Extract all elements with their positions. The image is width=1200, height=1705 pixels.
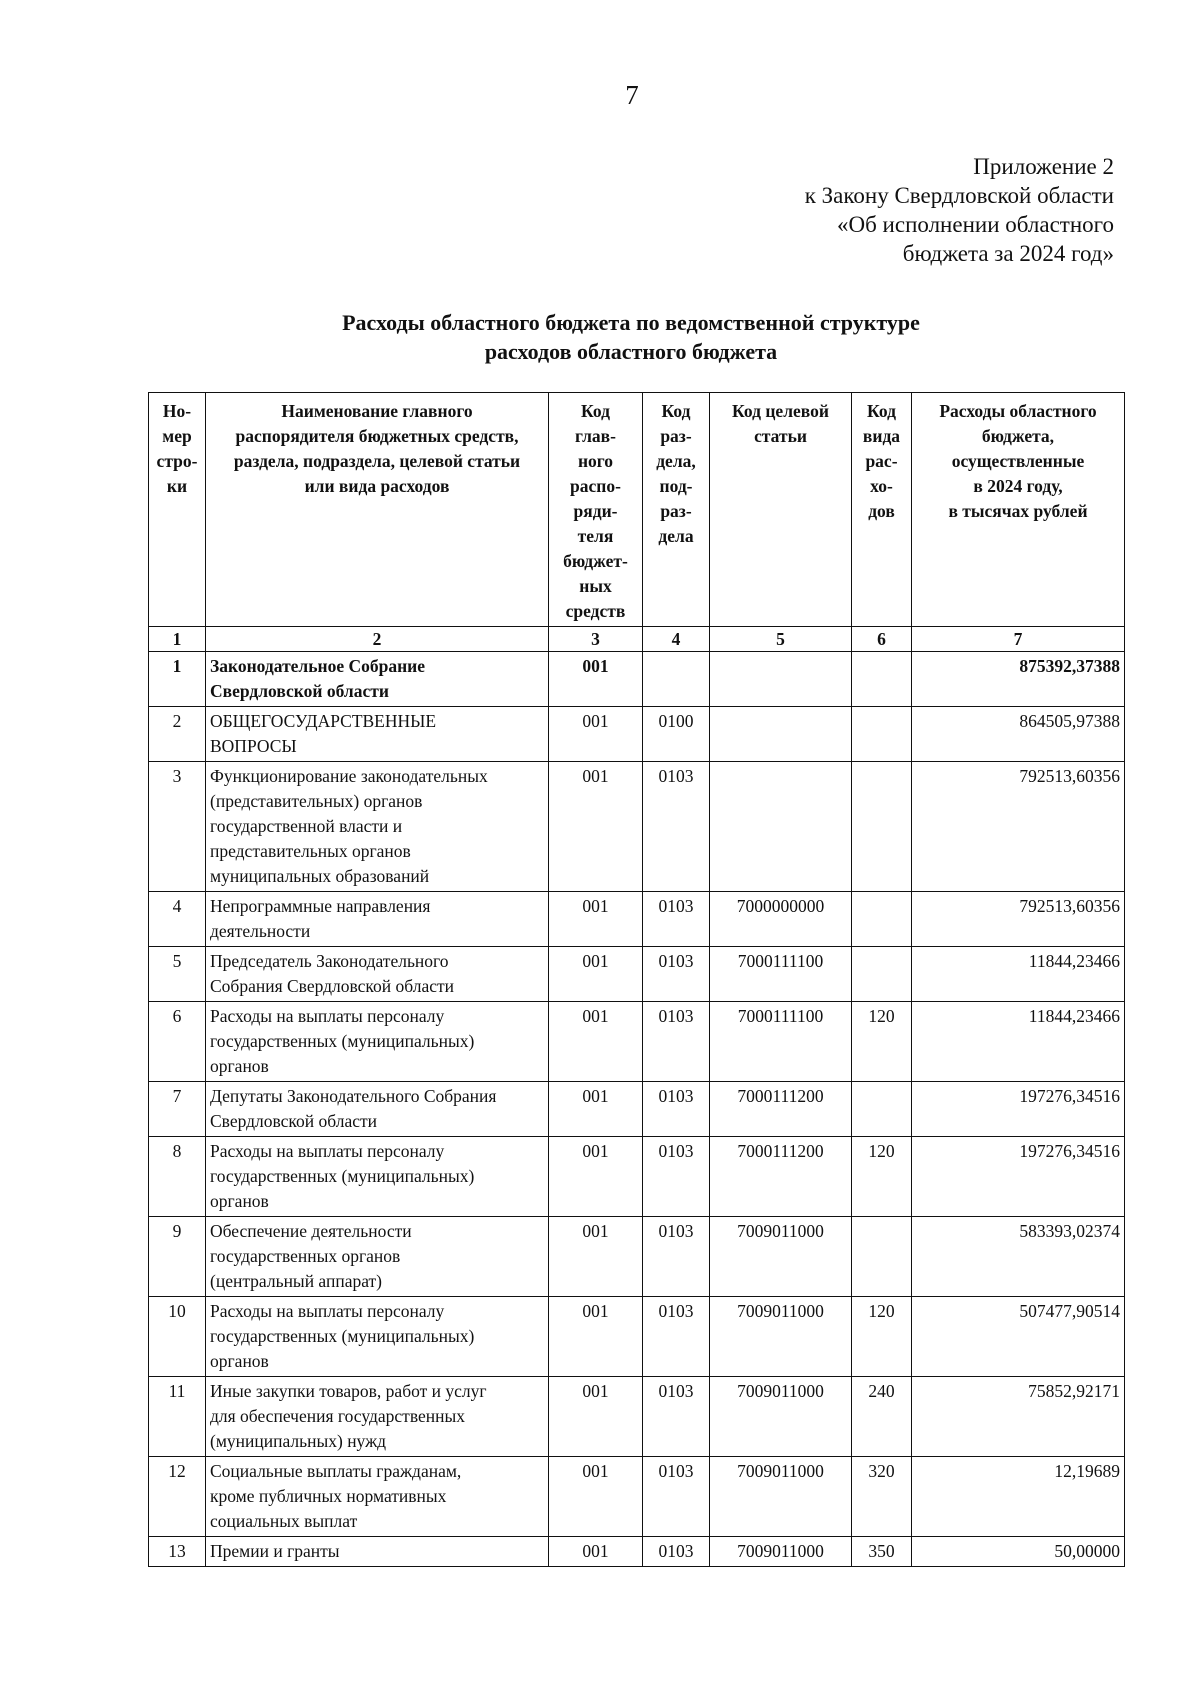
- manager-code: 001: [549, 707, 643, 762]
- amount: 864505,97388: [912, 707, 1125, 762]
- row-name-line: Расходы на выплаты персоналу: [210, 1006, 445, 1026]
- manager-code: 001: [549, 1457, 643, 1537]
- target-code: 7009011000: [710, 1537, 852, 1567]
- table-row: [149, 1002, 1125, 1082]
- expense-type-code: [852, 892, 912, 947]
- expense-type-code: [852, 707, 912, 762]
- row-name-line: органов: [210, 1056, 269, 1076]
- row-name-line: ОБЩЕГОСУДАРСТВЕННЫЕ: [210, 711, 437, 731]
- row-name-line: Депутаты Законодательного Собрания: [210, 1086, 497, 1106]
- expense-type-code: [852, 1082, 912, 1137]
- row-number: 3: [149, 762, 206, 892]
- column-number: 4: [643, 627, 710, 652]
- manager-code: 001: [549, 1377, 643, 1457]
- page-number: 7: [625, 80, 639, 110]
- amount: 12,19689: [912, 1457, 1125, 1537]
- row-name-line: (представительных) органов: [210, 791, 423, 811]
- row-number: 8: [149, 1137, 206, 1217]
- table-row: [149, 892, 1125, 947]
- section-code: 0100: [643, 707, 710, 762]
- section-code: 0103: [643, 1457, 710, 1537]
- row-name-line: (муниципальных) нужд: [210, 1431, 387, 1451]
- row-name: [206, 762, 549, 892]
- manager-code: 001: [549, 652, 643, 707]
- row-name-line: ВОПРОСЫ: [210, 736, 297, 756]
- table-row: [149, 1082, 1125, 1137]
- row-name-line: органов: [210, 1191, 269, 1211]
- expense-type-code: [852, 762, 912, 892]
- title-line: расходов областного бюджета: [484, 339, 778, 364]
- appendix-block: [805, 152, 1114, 268]
- row-name: [206, 1297, 549, 1377]
- header-manager-code: Код глав- ного распо- ряди- теля бюджет- ных средств: [549, 393, 643, 627]
- row-name-line: Законодательное Собрание: [210, 656, 426, 676]
- column-number: 7: [912, 627, 1125, 652]
- expense-type-code: [852, 947, 912, 1002]
- expense-type-code: 240: [852, 1377, 912, 1457]
- appendix-line: к Закону Свердловской области: [804, 183, 1114, 208]
- manager-code: 001: [549, 1082, 643, 1137]
- column-number: 6: [852, 627, 912, 652]
- row-name-line: государственной власти и: [210, 816, 403, 836]
- row-name-line: муниципальных образований: [210, 866, 430, 886]
- table-row: [149, 1137, 1125, 1217]
- row-name-line: Социальные выплаты гражданам,: [210, 1461, 462, 1481]
- table-row: [149, 1537, 1125, 1567]
- header-name: Наименование главного распорядителя бюджетных средств, раздела, подраздела, целевой статьи или вида расходов: [206, 393, 549, 627]
- row-name-line: органов: [210, 1351, 269, 1371]
- row-name-line: (центральный аппарат): [210, 1271, 383, 1291]
- row-number: 2: [149, 707, 206, 762]
- manager-code: 001: [549, 1217, 643, 1297]
- row-name-line: государственных органов: [210, 1246, 401, 1266]
- document-title: [140, 308, 1122, 366]
- row-name-line: представительных органов: [210, 841, 411, 861]
- row-name: [206, 1137, 549, 1217]
- manager-code: 001: [549, 1297, 643, 1377]
- row-name: [206, 892, 549, 947]
- row-name: [206, 1082, 549, 1137]
- table-row: [149, 947, 1125, 1002]
- header-row: [149, 393, 1125, 627]
- row-name-line: Непрограммные направления: [210, 896, 431, 916]
- section-code: 0103: [643, 762, 710, 892]
- row-name: [206, 707, 549, 762]
- target-code: 7009011000: [710, 1457, 852, 1537]
- row-number: 7: [149, 1082, 206, 1137]
- amount: 11844,23466: [912, 947, 1125, 1002]
- expense-type-code: [852, 652, 912, 707]
- row-name-line: государственных (муниципальных): [210, 1166, 475, 1186]
- table-row: [149, 1377, 1125, 1457]
- appendix-line: «Об исполнении областного: [837, 212, 1114, 237]
- section-code: 0103: [643, 1137, 710, 1217]
- target-code: 7009011000: [710, 1217, 852, 1297]
- section-code: 0103: [643, 1377, 710, 1457]
- column-number-row: [149, 627, 1125, 652]
- row-name: [206, 947, 549, 1002]
- section-code: 0103: [643, 1297, 710, 1377]
- amount: 875392,37388: [912, 652, 1125, 707]
- budget-table: [148, 392, 1125, 1567]
- row-name-line: Расходы на выплаты персоналу: [210, 1301, 445, 1321]
- row-name-line: Обеспечение деятельности: [210, 1221, 412, 1241]
- amount: 75852,92171: [912, 1377, 1125, 1457]
- column-number: 1: [149, 627, 206, 652]
- row-name: [206, 1457, 549, 1537]
- row-name: [206, 1217, 549, 1297]
- row-name-line: социальных выплат: [210, 1511, 358, 1531]
- section-code: 0103: [643, 1537, 710, 1567]
- row-number: 10: [149, 1297, 206, 1377]
- row-number: 11: [149, 1377, 206, 1457]
- amount: 507477,90514: [912, 1297, 1125, 1377]
- row-name-line: кроме публичных нормативных: [210, 1486, 447, 1506]
- amount: 11844,23466: [912, 1002, 1125, 1082]
- target-code: 7000111100: [710, 1002, 852, 1082]
- expense-type-code: [852, 1217, 912, 1297]
- table-row: [149, 1217, 1125, 1297]
- header-expense-type-code: Код вида рас- хо- дов: [852, 393, 912, 627]
- expense-type-code: 120: [852, 1002, 912, 1082]
- target-code: 7009011000: [710, 1297, 852, 1377]
- header-target-code: Код целевой статьи: [710, 393, 852, 627]
- appendix-line: бюджета за 2024 год»: [902, 241, 1114, 266]
- target-code: 7000111100: [710, 947, 852, 1002]
- manager-code: 001: [549, 947, 643, 1002]
- row-name: [206, 652, 549, 707]
- target-code: [710, 762, 852, 892]
- table-body: [149, 652, 1125, 1567]
- table-row: [149, 652, 1125, 707]
- header-amount: Расходы областного бюджета, осуществленные в 2024 году, в тысячах рублей: [912, 393, 1125, 627]
- header-section-code: Код раз- дела, под- раз- дела: [643, 393, 710, 627]
- expense-type-code: 320: [852, 1457, 912, 1537]
- row-name-line: Иные закупки товаров, работ и услуг: [210, 1381, 487, 1401]
- row-name-line: государственных (муниципальных): [210, 1326, 475, 1346]
- amount: 50,00000: [912, 1537, 1125, 1567]
- amount: 197276,34516: [912, 1137, 1125, 1217]
- manager-code: 001: [549, 1002, 643, 1082]
- table-row: [149, 762, 1125, 892]
- target-code: 7009011000: [710, 1377, 852, 1457]
- appendix-line: Приложение 2: [973, 154, 1114, 179]
- table-row: [149, 1297, 1125, 1377]
- row-name-line: Свердловской области: [210, 1111, 378, 1131]
- amount: 792513,60356: [912, 892, 1125, 947]
- target-code: [710, 652, 852, 707]
- amount: 583393,02374: [912, 1217, 1125, 1297]
- expense-type-code: 120: [852, 1137, 912, 1217]
- section-code: 0103: [643, 1002, 710, 1082]
- row-name: [206, 1377, 549, 1457]
- section-code: 0103: [643, 1082, 710, 1137]
- row-name-line: Председатель Законодательного: [210, 951, 449, 971]
- row-name-line: Расходы на выплаты персоналу: [210, 1141, 445, 1161]
- manager-code: 001: [549, 1137, 643, 1217]
- expense-type-code: 350: [852, 1537, 912, 1567]
- row-name: [206, 1537, 549, 1567]
- column-number: 5: [710, 627, 852, 652]
- row-name-line: деятельности: [210, 921, 311, 941]
- expense-type-code: 120: [852, 1297, 912, 1377]
- row-name-line: Свердловской области: [210, 681, 389, 701]
- section-code: 0103: [643, 892, 710, 947]
- manager-code: 001: [549, 1537, 643, 1567]
- section-code: [643, 652, 710, 707]
- target-code: 7000111200: [710, 1082, 852, 1137]
- row-number: 5: [149, 947, 206, 1002]
- row-number: 13: [149, 1537, 206, 1567]
- target-code: [710, 707, 852, 762]
- section-code: 0103: [643, 947, 710, 1002]
- section-code: 0103: [643, 1217, 710, 1297]
- title-line: Расходы областного бюджета по ведомственной структуре: [342, 310, 920, 335]
- target-code: 7000000000: [710, 892, 852, 947]
- row-name-line: Функционирование законодательных: [210, 766, 488, 786]
- manager-code: 001: [549, 892, 643, 947]
- row-name-line: государственных (муниципальных): [210, 1031, 475, 1051]
- amount: 197276,34516: [912, 1082, 1125, 1137]
- header-row-number: Но- мер стро- ки: [149, 393, 206, 627]
- row-number: 4: [149, 892, 206, 947]
- row-name-line: для обеспечения государственных: [210, 1406, 465, 1426]
- row-number: 6: [149, 1002, 206, 1082]
- table-row: [149, 1457, 1125, 1537]
- row-number: 12: [149, 1457, 206, 1537]
- row-name-line: Собрания Свердловской области: [210, 976, 455, 996]
- amount: 792513,60356: [912, 762, 1125, 892]
- manager-code: 001: [549, 762, 643, 892]
- column-number: 3: [549, 627, 643, 652]
- target-code: 7000111200: [710, 1137, 852, 1217]
- table-row: [149, 707, 1125, 762]
- row-name: [206, 1002, 549, 1082]
- column-number: 2: [206, 627, 549, 652]
- row-number: 1: [149, 652, 206, 707]
- row-number: 9: [149, 1217, 206, 1297]
- row-name-line: Премии и гранты: [210, 1541, 340, 1561]
